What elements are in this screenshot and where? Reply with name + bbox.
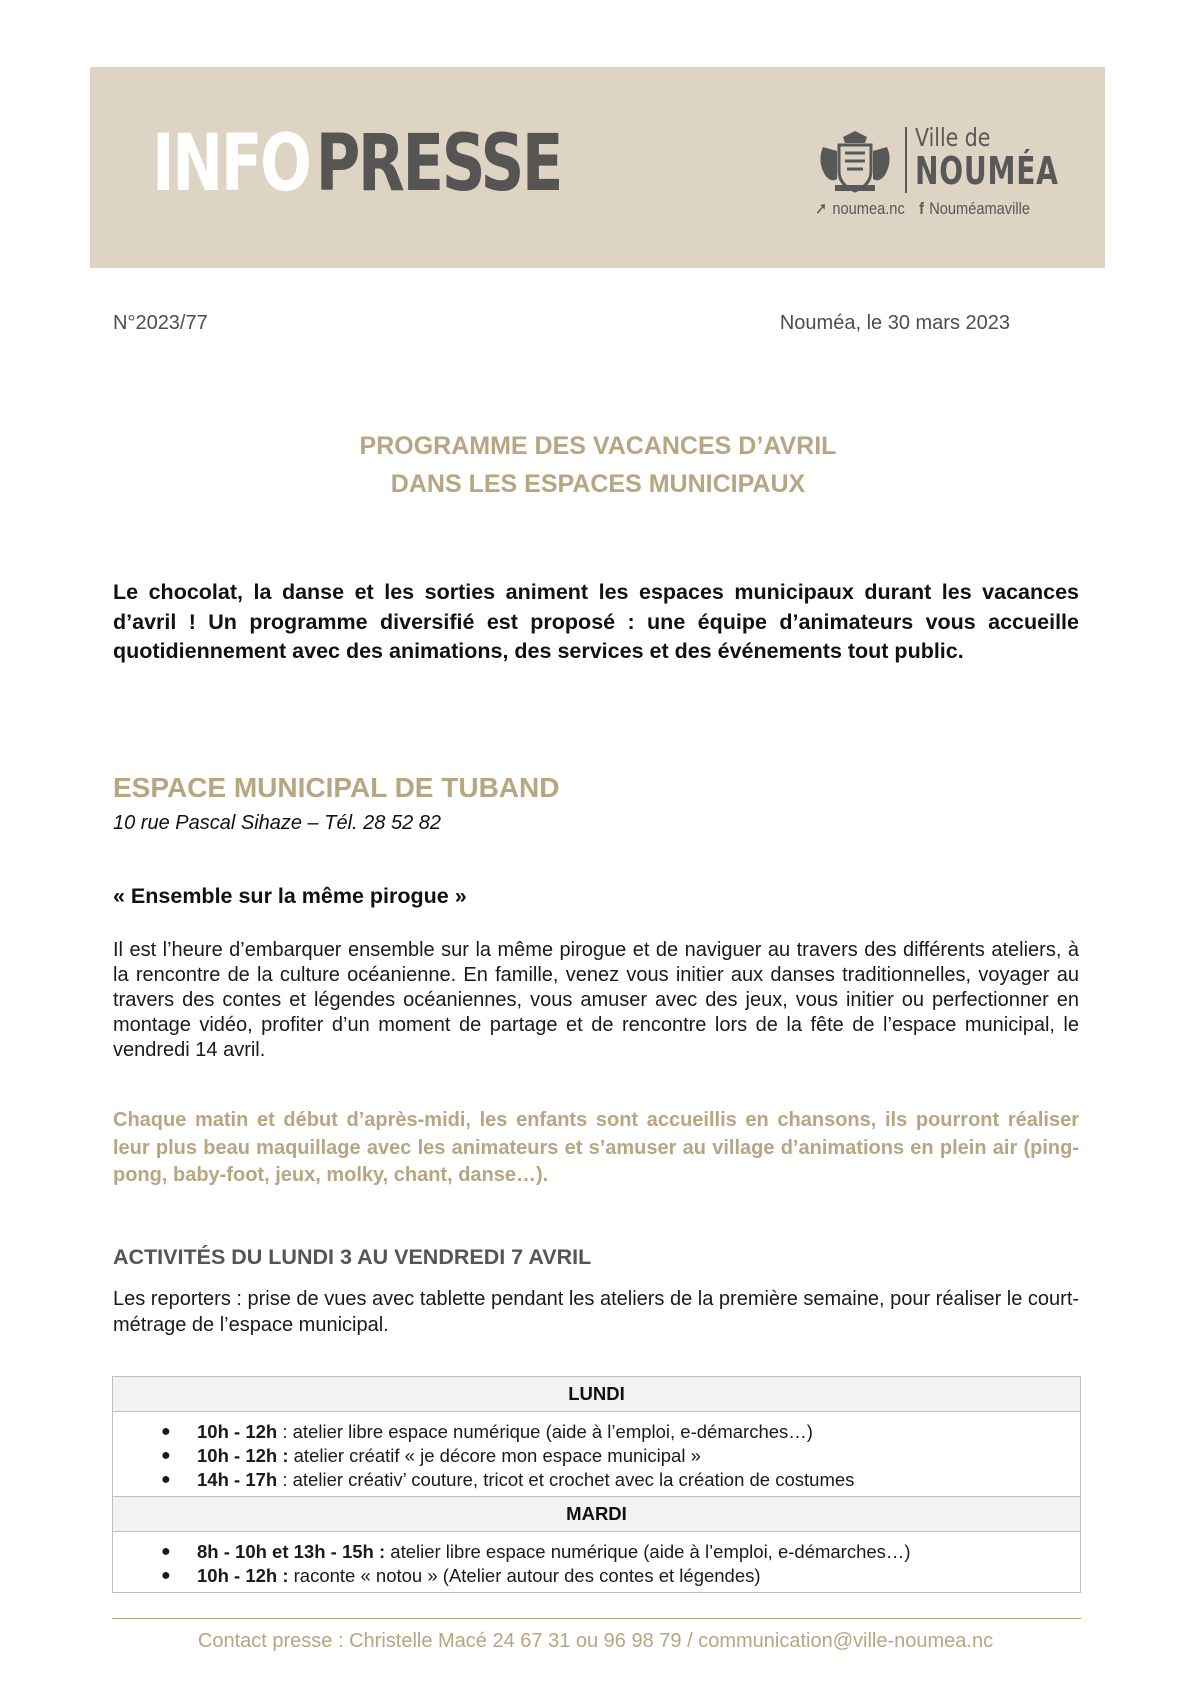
section-title: ESPACE MUNICIPAL DE TUBAND [113,772,560,803]
item-sep: : [277,1469,293,1490]
item-text: atelier créativ’ couture, tricot et crochet avec la création de costumes [292,1469,855,1490]
activities-title: ACTIVITÉS DU LUNDI 3 AU VENDREDI 7 AVRIL [113,1245,592,1269]
bullet-icon: ● [161,1471,171,1488]
bullet-icon: ● [161,1543,171,1560]
bullet-icon: ● [161,1447,171,1464]
section-body: Il est l’heure d’embarquer ensemble sur la même pirogue et de naviguer au travers des différents ateliers, à la rencontre de la culture océanienne. En famille, venez vous initier aux danses traditionnelles, voyager au travers des contes et légendes océaniennes, vous amuser avec des jeux, vous initier ou perfectionner en montage vidéo, profiter d’un moment de partage et de rencontre lors de la fête de l’espace municipal, le vendredi 14 avril. [113,939,1079,1061]
press-number: N°2023/77 [113,312,208,334]
item-time: 10h - 12h : [197,1445,289,1466]
item-time: 10h - 12h [197,1421,278,1442]
lead-paragraph: Le chocolat, la danse et les sorties animent les espaces municipaux durant les vacances d’avril ! Un programme diversifié est proposé : une équipe d’animateurs vous accueille quotidiennement avec des animations, des services et des événements tout public. [113,580,1079,663]
logo-noumea: NOUMÉA [915,149,1059,193]
item-text: atelier créatif « je décore mon espace municipal » [293,1445,701,1466]
facebook-icon: f [919,199,925,218]
item-time: 10h - 12h : [197,1565,289,1586]
footer-contact: Contact presse : Christelle Macé 24 67 31 ou 96 98 79 / communication@ville-noumea.nc [197,1630,994,1652]
footer-divider [112,1618,1081,1619]
item-text: atelier libre espace numérique (aide à l’emploi, e-démarches…) [390,1541,911,1562]
city-crest-icon [815,127,895,195]
brand-title [152,119,562,209]
arrow-icon: ➚ [815,199,828,218]
item-text: atelier libre espace numérique (aide à l’emploi, e-démarches…) [292,1421,813,1442]
logo-social [815,199,1035,219]
day-body-lundi [113,1412,1080,1497]
section-subtitle: « Ensemble sur la même pirogue » [113,884,467,908]
day-header-lundi: LUNDI [113,1377,1080,1412]
item-time: 8h - 10h et 13h - 15h : [197,1541,386,1562]
item-time: 14h - 17h [197,1469,278,1490]
place-date: Nouméa, le 30 mars 2023 [779,312,1010,334]
list-item [113,1444,1080,1468]
list-item [113,1468,1080,1492]
bullet-icon: ● [161,1567,171,1584]
list-item [113,1564,1080,1588]
day-header-mardi: MARDI [113,1497,1080,1532]
website-label: noumea.nc [832,199,905,218]
brand-presse: PRESSE [315,119,562,209]
item-text: raconte « notou » (Atelier autour des contes et légendes) [293,1565,761,1586]
facebook-label: Nouméamaville [929,199,1030,218]
page-title-line1: PROGRAMME DES VACANCES D’AVRIL [359,432,837,460]
logo-divider [905,127,907,193]
reporters-paragraph: Les reporters : prise de vues avec tablette pendant les ateliers de la première semaine, pour réaliser le court-métrage de l’espace municipal. [113,1288,1080,1336]
section-accent: Chaque matin et début d’après-midi, les enfants sont accueillis en chansons, ils pourront réaliser leur plus beau maquillage avec les animateurs et s’amuser au village d’animations en plein air (ping-pong, baby-foot, jeux, molky, chant, danse…). [113,1109,1079,1186]
list-item [113,1420,1080,1444]
city-logo [815,119,1059,219]
schedule-table [112,1376,1081,1593]
section-address: 10 rue Pascal Sihaze – Tél. 28 52 82 [113,812,441,834]
bullet-icon: ● [161,1423,171,1440]
logo-ville-de: Ville de [915,123,991,152]
page-title-line2: DANS LES ESPACES MUNICIPAUX [390,470,806,498]
item-sep: : [277,1421,293,1442]
day-body-mardi [113,1532,1080,1592]
brand-info: INFO [152,119,310,209]
header-banner [90,67,1105,268]
list-item [113,1540,1080,1564]
